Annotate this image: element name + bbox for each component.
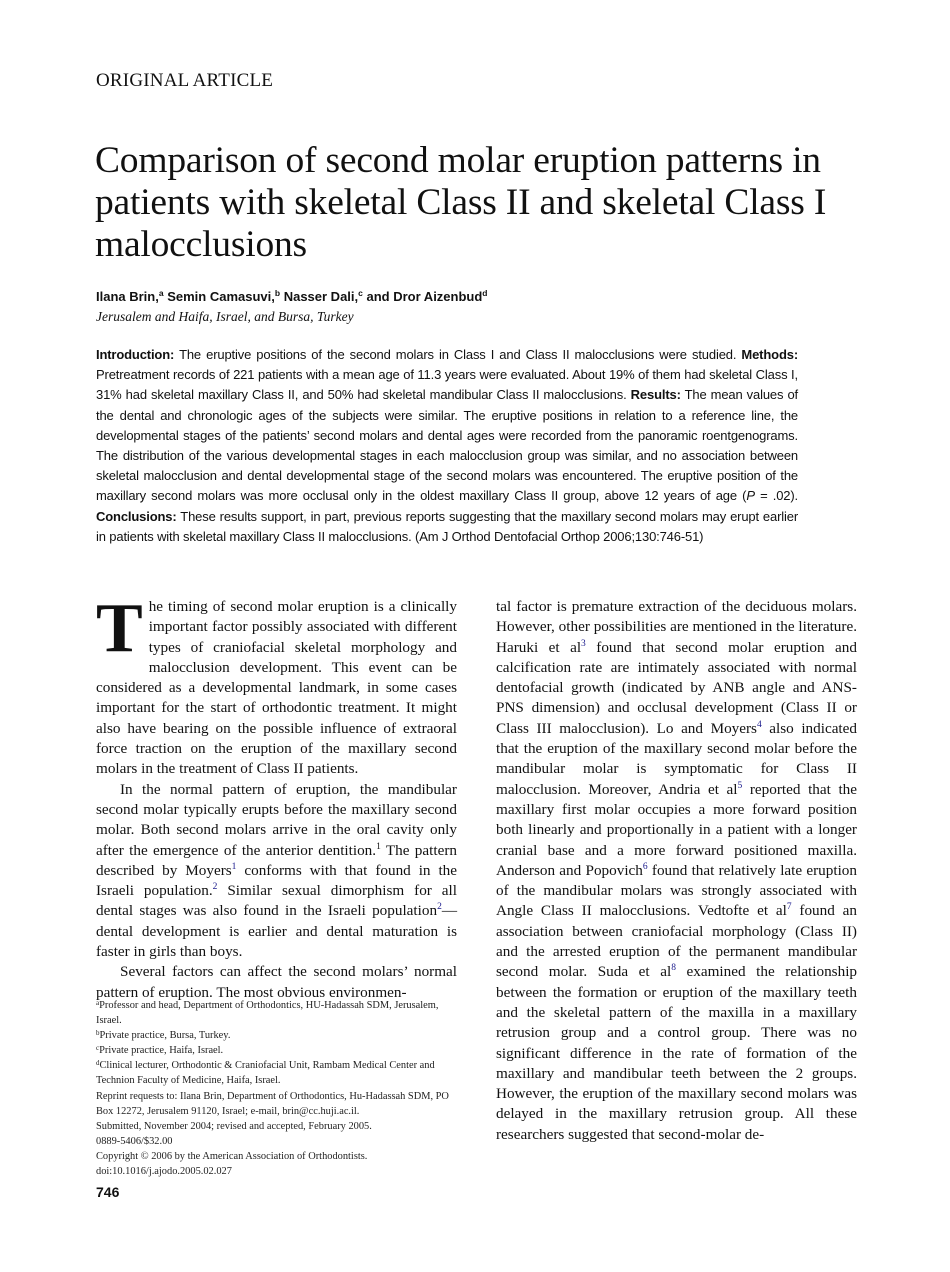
- abstract: [96, 345, 798, 547]
- author-name: and Dror Aizenbud: [366, 289, 483, 304]
- footnote-text: Professor and head, Department of Orthodontics, HU-Hadassah SDM, Jerusalem, Israel.: [96, 1000, 439, 1027]
- author-affiliation-mark: d: [482, 288, 488, 298]
- author-affiliation-mark: a: [158, 288, 164, 298]
- footnote-text: Private practice, Haifa, Israel.: [99, 1045, 224, 1057]
- footnote-mark: c: [96, 1044, 100, 1053]
- paragraph-text: The pattern described by Moyers: [96, 841, 457, 879]
- footnote-mark: b: [96, 1029, 100, 1038]
- abstract-introduction-label: Introduction:: [96, 347, 175, 362]
- page-number: 746: [96, 1184, 120, 1200]
- paragraph-text: examined the relationship between the formation or eruption of the maxillary teeth and the skeletal pattern of the maxilla in a maxillary retrusion group and a control group. There was no significant difference in the rate of formation of the maxillary and mandibular teeth between the 2 groups. However, the eruption of the maxillary second molars was delayed in the maxillary retrusion group. All these researchers suggested that second-molar de-: [496, 963, 858, 1143]
- paragraph-text: Similar sexual dimorphism for all dental stages was also found in the Israeli population: [96, 882, 457, 920]
- paragraph-text: conforms with that found in the Israeli population.: [96, 861, 458, 900]
- section-label: ORIGINAL ARTICLE: [96, 70, 274, 91]
- footnote-mark: d: [96, 1059, 100, 1068]
- abstract-methods: Pretreatment records of 221 patients with a mean age of 11.3 years were evaluated. About 19% of them had skeletal Class I, 31% had skeletal maxillary Class II, and 50% had skeletal mandibular Class II malocclusions.: [96, 367, 798, 403]
- body-paragraph: [496, 597, 857, 1145]
- paragraph-text: In the normal pattern of eruption, the mandibular second molar typically erupts before the maxillary second molar. Both second molars arrive in the oral cavity only after the emergence of the anterior dentition.: [96, 780, 457, 859]
- reference-link[interactable]: 8: [671, 963, 676, 974]
- reference-link[interactable]: 2: [212, 882, 218, 893]
- paragraph-text: —dental development is earlier and dental maturation is faster in girls than boys.: [96, 902, 457, 961]
- article-title: Comparison of second molar eruption patterns in patients with skeletal Class II and skeletal Class I malocclusions: [95, 140, 827, 265]
- body-paragraph: [96, 780, 457, 963]
- paragraph-text: reported that the maxillary first molar occupies a more forward position both linearly and proportionally in a patient with a longer cranial base and a more forward positioned maxilla. Anderson and Popovich: [496, 780, 857, 879]
- body-paragraph: [96, 590, 457, 780]
- reference-link[interactable]: 4: [756, 719, 762, 730]
- abstract-results-p-value: = .02).: [754, 488, 798, 504]
- author-name: Ilana Brin,: [96, 289, 159, 304]
- author-affiliation-mark: c: [358, 288, 363, 298]
- paragraph-text: also indicated that the eruption of the maxillary second molar before the mandibular molar is symptomatic for Class II malocclusion. Moreover, Andria et al: [496, 719, 857, 798]
- footnote-doi: doi:10.1016/j.ajodo.2005.02.027: [96, 1166, 232, 1178]
- reference-link[interactable]: 3: [581, 638, 586, 649]
- abstract-conclusions: These results support, in part, previous reports suggesting that the maxillary second molars may erupt earlier in patients with skeletal maxillary Class II malocclusions. (Am J Orthod Dentofacial Orthop 2006;130:746-51): [96, 508, 798, 544]
- abstract-results: The mean values of the dental and chronologic ages of the subjects were similar. The eruptive positions in relation to a reference line, the developmental stages of the patients’ second molars and dental ages were recorded from the panoramic roentgenograms. The distribution of the various developmental stages in each malocclusion group was similar, and no association between skeletal malocclusion and dental developmental stage of the second molars was encountered. The eruptive position of the maxillary second molars was more occlusal only in the oldest maxillary Class II group, above 12 years of age (: [96, 387, 798, 504]
- footnote-copyright: Copyright © 2006 by the American Association of Orthodontists.: [96, 1150, 368, 1162]
- paragraph-text: found an association between craniofacial morphology (Class II) and the arrested eruption of the permanent mandibular second molar. Suda et al: [496, 902, 857, 981]
- reference-link[interactable]: 2: [437, 902, 442, 913]
- reference-link[interactable]: 5: [737, 780, 743, 791]
- author-affiliation-mark: b: [274, 288, 281, 298]
- footnote-mark: a: [96, 999, 100, 1007]
- drop-cap: T: [96, 590, 143, 667]
- footnotes: [96, 998, 458, 1179]
- footnote-issn-price: 0889-5406/$32.00: [96, 1135, 173, 1147]
- footnote-affiliation-b: [96, 1028, 458, 1043]
- affiliation-line: Jerusalem and Haifa, Israel, and Bursa, Turkey: [96, 309, 354, 324]
- footnote-affiliation-c: [96, 1043, 458, 1058]
- paragraph-text: found that relatively late eruption of the mandibular molars was strongly associated with Angle Class II malocclusions. Vedtofte et al: [496, 861, 857, 920]
- reference-link[interactable]: 7: [786, 902, 792, 913]
- p-value-symbol: P: [746, 488, 755, 504]
- paragraph-text: found that second molar eruption and calcification rate are intimately associated with normal dentofacial growth (indicated by ANB angle and ANS-PNS dimension) and occlusal development (Class II or Class III malocclusion). Lo and Moyers: [496, 638, 857, 737]
- paragraph-text: he timing of second molar eruption is a clinically important factor possibly associated with different types of craniofacial skeletal morphology and malocclusion development. This event can be considered as a developmental landmark, in some cases important for the start of orthodontic treatment. It might also have bearing on the possible influence of extraoral force traction on the eruption of the maxillary second molars in the treatment of Class II patients.: [96, 598, 457, 778]
- body-paragraph: Several factors can affect the second molars’ normal pattern of eruption. The most obvious environmen-: [96, 963, 457, 1001]
- reference-link[interactable]: 6: [642, 861, 648, 872]
- footnote-affiliation-d: [96, 1058, 458, 1088]
- abstract-results-label: Results:: [630, 387, 681, 403]
- footnote-affiliation-a: [96, 998, 458, 1028]
- author-list: [96, 289, 488, 304]
- body-column-right: [496, 597, 857, 1145]
- author-name: Nasser Dali,: [283, 289, 359, 304]
- footnote-text: Private practice, Bursa, Turkey.: [99, 1030, 231, 1042]
- footnote-reprint-requests: Reprint requests to: Ilana Brin, Department of Orthodontics, Hu-Hadassah SDM, PO Box 12272, Jerusalem 91120, Israel; e-mail, brin@cc.huji.ac.il.: [96, 1090, 449, 1117]
- abstract-methods-label: Methods:: [741, 347, 798, 362]
- abstract-introduction: The eruptive positions of the second molars in Class I and Class II malocclusions were studied.: [174, 347, 742, 362]
- body-column-left: [96, 590, 458, 1003]
- reference-link[interactable]: 1: [231, 861, 237, 872]
- author-name: Semin Camasuvi,: [167, 289, 275, 304]
- footnote-text: Clinical lecturer, Orthodontic & Craniofacial Unit, Rambam Medical Center and Technion Faculty of Medicine, Haifa, Israel.: [96, 1060, 435, 1087]
- reference-citation: 1: [376, 841, 381, 852]
- footnote-submission-dates: Submitted, November 2004; revised and accepted, February 2005.: [96, 1120, 372, 1132]
- paragraph-text: tal factor is premature extraction of the deciduous molars. However, other possibilities are mentioned in the literature. Haruki et al: [496, 598, 857, 656]
- abstract-conclusions-label: Conclusions:: [96, 508, 177, 524]
